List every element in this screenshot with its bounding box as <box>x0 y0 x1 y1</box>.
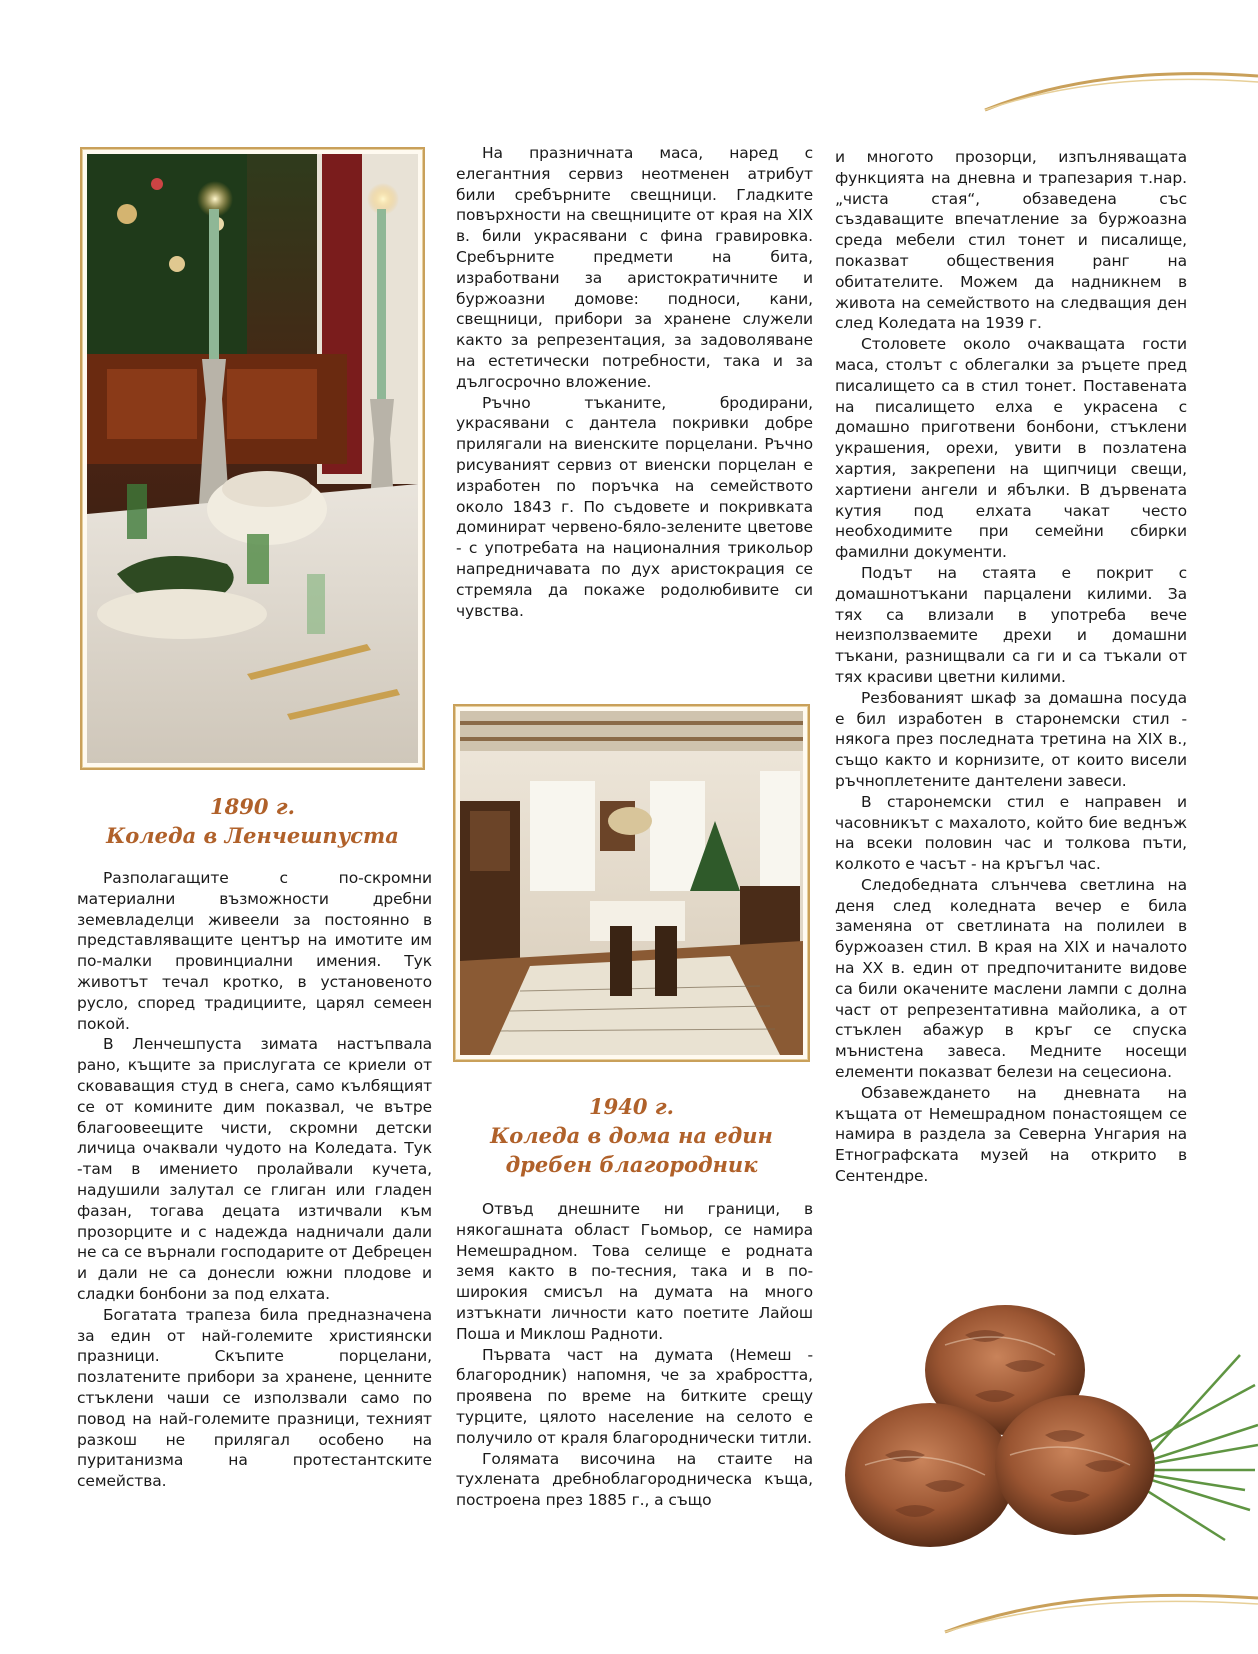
caption-1890 <box>80 792 425 850</box>
col2-paragraph: На празничната маса, наред с елегантния сервиз неотменен атрибут били сребърните свещници. Гладките повърхности на свещниците от края на XIX в. били украсявани с фина гравировка. Сребърните предмети на бита, изработвани за аристократичните и буржоазни домове: подноси, кани, свещници, прибори за хранене служели както за репрезентация, за задоволяване на естетически потребности, така и за дългосрочно вложение. <box>456 144 813 391</box>
col3-paragraph: Обзавеждането на дневната на къщата от Немешрадном понастоящем се намира в раздела за Северна Унгария на Етнографската музей на открито в Сентендре. <box>835 1083 1187 1186</box>
pine-cones-illustration <box>845 1295 1258 1565</box>
col3-paragraph: и многото прозорци, изпълняващата функцията на дневна и трапезария т.нар. „чиста стая“, обзаведена със създаващите впечатление за буржоазна среда мебели стил тонет и писалище, показват обществения ранг на обитателите. Можем да надникнем в живота на семейството на следващия ден след Коледата на 1939 г. <box>835 148 1187 333</box>
caption-1940 <box>453 1092 810 1179</box>
col3-paragraph: Резбованият шкаф за домашна посуда е бил изработен в старонемски стил - някога през последната третина на XIX в., също както и корнизите, от които висели ръчноплетените дантелени завеси. <box>835 688 1187 790</box>
column-2-top-text <box>456 143 813 621</box>
gold-swoosh-bottom <box>940 1580 1258 1640</box>
col1-paragraph: В Ленчешпуста зимата настъпвала рано, къщите за прислугата се криели от сковаващия студ в снега, само кълбящият се от комините дим показвал, че вътре благоовеещите чисти, скромни детски личица очаквали чудото на Коледата. Тук -там в имението пролайвали кучета, надушили залутал се глиган или гладен фазан, тогава децата изтичвали към прозорците и с надежда надничали дали не са се върнали господарите от Дебрецен и дали не са донесли южни плодове и сладки бонбони за под елхата. <box>77 1035 432 1303</box>
col2b-paragraph: Първата част на думата (Немеш - благородник) напомня, че за храбростта, проявена по време на битките срещу турците, цялото население на селото е получило от краля благороднически титли. <box>456 1345 813 1447</box>
col2b-paragraph: Отвъд днешните ни граници, в някогашната област Гьомьор, се намира Немешрадном. Това селище е родната земя както в по-тесния, така и в по-широкия смисъл на думата на много изтъкнати личности като поетите Лайош Поша и Миклош Радноти. <box>456 1200 813 1343</box>
col3-paragraph: Подът на стаята е покрит с домашнотъкани парцалени килими. За тях са влизали в употреба вече неизползваемите дрехи и домашни тъкани, разнищвали са ги и са тъкали от тях красиви цветни килими. <box>835 563 1187 686</box>
gold-swoosh-top <box>980 60 1258 120</box>
col3-paragraph: Следобедната слънчева светлина на деня след коледната вечер е била заменяна от светлината на полилеи в буржоазен стил. В края на XIX и началото на XX в. един от предпочитаните видове са били окачените маслени лампи с долна част от репрезентативна майолика, а от стъклен абажур в кръг се спуска мънистена завеса. Медните носещи елементи показват белези на сецесиона. <box>835 875 1187 1082</box>
caption-1940-line2: дребен благородник <box>505 1152 758 1177</box>
caption-1890-year: 1890 г. <box>210 794 295 819</box>
col1-paragraph: Разполагащите с по-скромни материални възможности дребни земевладелци живеели за постоянно в представляващите център на имотите им по-малки провинциални имения. Тук животът течал кротко, в установеното русло, според традициите, царял семеен покой. <box>77 869 432 1033</box>
col3-paragraph: Столовете около очакващата гости маса, столът с облегалки за ръцете пред писалището са в стил тонет. Поставената на писалището елха е украсена с домашно приготвени бонбони, стъклени украшения, орехи, увити в позлатена хартия, закрепени на щипчици свещи, хартиени ангели и ябълки. В дървената кутия под елхата чакат често необходимите при семейни сбирки фамилни документи. <box>835 335 1187 562</box>
caption-1940-year: 1940 г. <box>589 1094 674 1119</box>
col1-paragraph: Богатата трапеза била предназначена за един от най-големите християнски празници. Скъпите порцелани, позлатените прибори за хранене, ценните стъклени чаши се използвали само по повод на най-големите празници, техният разкош не прилягал особено на пуританизма на протестантските семейства. <box>77 1305 432 1491</box>
col3-paragraph: В старонемски стил е направен и часовникът с махалото, който бие веднъж на всеки половин час и толкова пъти, колкото е часът - на кръгъл час. <box>835 792 1187 874</box>
column-2-bottom-text <box>456 1199 813 1511</box>
caption-1940-line1: Коледа в дома на един <box>490 1123 773 1148</box>
caption-1890-title: Коледа в Ленчешпуста <box>106 823 399 848</box>
christmas-table-photo <box>80 147 425 770</box>
dining-room-photo <box>453 704 810 1062</box>
col2b-paragraph: Голямата височина на стаите на тухлената дребноблагородническа къща, построена през 1885 г., а също <box>456 1449 813 1510</box>
column-1-text <box>77 868 432 1492</box>
column-3-text <box>835 147 1187 1187</box>
col2-paragraph: Ръчно тъканите, бродирани, украсявани с дантела покривки добре прилягали на виенските порцелани. Ръчно рисуваният сервиз от виенски порцелан е изработен по поръчка на семейството около 1843 г. По съдовете и покривката доминират червено-бяло-зелените цветове - с употребата на националния трикольор напредничавата по дух аристокрация се стремяла да покаже родолюбивите си чувства. <box>456 393 813 620</box>
